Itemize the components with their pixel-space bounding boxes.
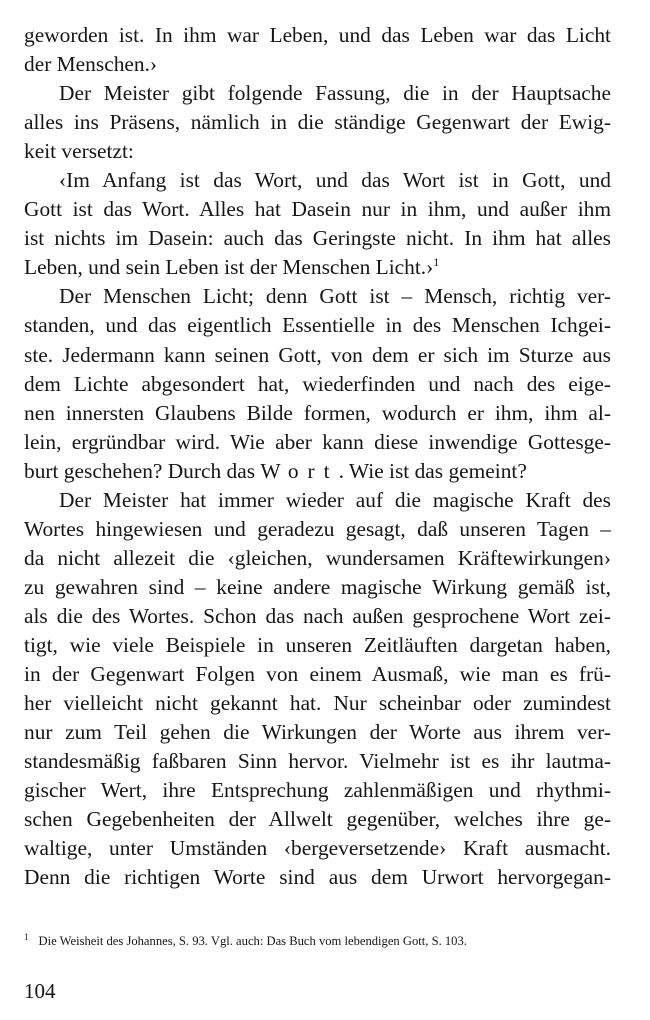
text-line: lein, ergründbar wird. Wie aber kann diese inwendige Gottesge- <box>24 429 611 454</box>
text-line: nen innersten Glaubens Bilde formen, wodurch er ihm, ihm al- <box>24 400 611 425</box>
text-line: der Menschen.› <box>24 52 158 77</box>
body-text <box>24 21 611 892</box>
footnote-mark: 1 <box>24 932 29 942</box>
text-line: Der Meister gibt folgende Fassung, die in der Hauptsache <box>59 81 611 106</box>
text-line: in der Gegenwart Folgen von einem Ausmaß, wie man es frü- <box>24 662 611 687</box>
text-line: nur zum Teil gehen die Wirkungen der Worte aus ihrem ver- <box>24 720 611 745</box>
text-line: Der Meister hat immer wieder auf die magische Kraft des <box>59 487 611 512</box>
text-line: Gott ist das Wort. Alles hat Dasein nur in ihm, und außer ihm <box>24 197 611 222</box>
text-line: als die des Wortes. Schon das nach außen gesprochene Wort zei- <box>24 603 611 628</box>
text-line: geworden ist. In ihm war Leben, und das Leben war das Licht <box>24 23 611 47</box>
text-line <box>24 457 611 486</box>
text-line: Wortes hingewiesen und geradezu gesagt, daß unseren Tagen – <box>24 516 611 541</box>
text-line: standesmäßig faßbaren Sinn hervor. Vielmehr ist es ihr lautma- <box>24 749 611 774</box>
page-number: 104 <box>24 979 56 1003</box>
text-line: da nicht allezeit die ‹gleichen, wundersamen Kräftewirkungen› <box>24 545 611 570</box>
text-line: standen, und das eigentlich Essentielle in des Menschen Ichgei- <box>24 313 611 338</box>
text-line: dem Lichte abgesondert hat, wiederfinden und nach des eige- <box>24 371 611 396</box>
text-line: ‹Im Anfang ist das Wort, und das Wort ist in Gott, und <box>59 168 611 193</box>
text-line: keit versetzt: <box>24 139 134 164</box>
text-line-content: burt geschehen? Durch das <box>24 458 256 483</box>
text-line: tigt, wie viele Beispiele in unseren Zeitläuften dargetan haben, <box>24 632 611 657</box>
text-line: ste. Jedermann kann seinen Gott, von dem er sich im Sturze aus <box>24 342 611 367</box>
footnote-reference: 1 <box>433 255 440 270</box>
text-line: Denn die richtigen Worte sind aus dem Urwort hervorgegan- <box>24 865 611 890</box>
text-line <box>24 253 611 282</box>
text-line: ist nichts im Dasein: auch das Geringste nicht. In ihm hat alles <box>24 226 611 251</box>
text-line: schen Gegebenheiten der Allwelt gegenüber, welches ihre ge- <box>24 807 611 832</box>
spaced-emphasis: Wort <box>260 458 339 483</box>
text-line: her vielleicht nicht gekannt hat. Nur scheinbar oder zumindest <box>24 691 611 716</box>
footnote-text: Die Weisheit des Johannes, S. 93. Vgl. auch: Das Buch vom lebendigen Gott, S. 103. <box>38 934 467 948</box>
text-line: alles ins Präsens, nämlich in die ständige Gegenwart der Ewig- <box>24 110 611 135</box>
text-line: gischer Wert, ihre Entsprechung zahlenmäßigen und rhythmi- <box>24 778 611 803</box>
text-line: waltige, unter Umständen ‹bergeversetzende› Kraft ausmacht. <box>24 836 611 861</box>
text-line-content: . Wie ist das gemeint? <box>338 458 527 483</box>
footnote <box>24 932 624 950</box>
text-line: zu gewahren sind – keine andere magische Wirkung gemäß ist, <box>24 574 611 599</box>
text-line-content: Leben, und sein Leben ist der Menschen Licht.› <box>24 255 434 280</box>
text-line: Der Menschen Licht; denn Gott ist – Mensch, richtig ver- <box>59 284 611 309</box>
